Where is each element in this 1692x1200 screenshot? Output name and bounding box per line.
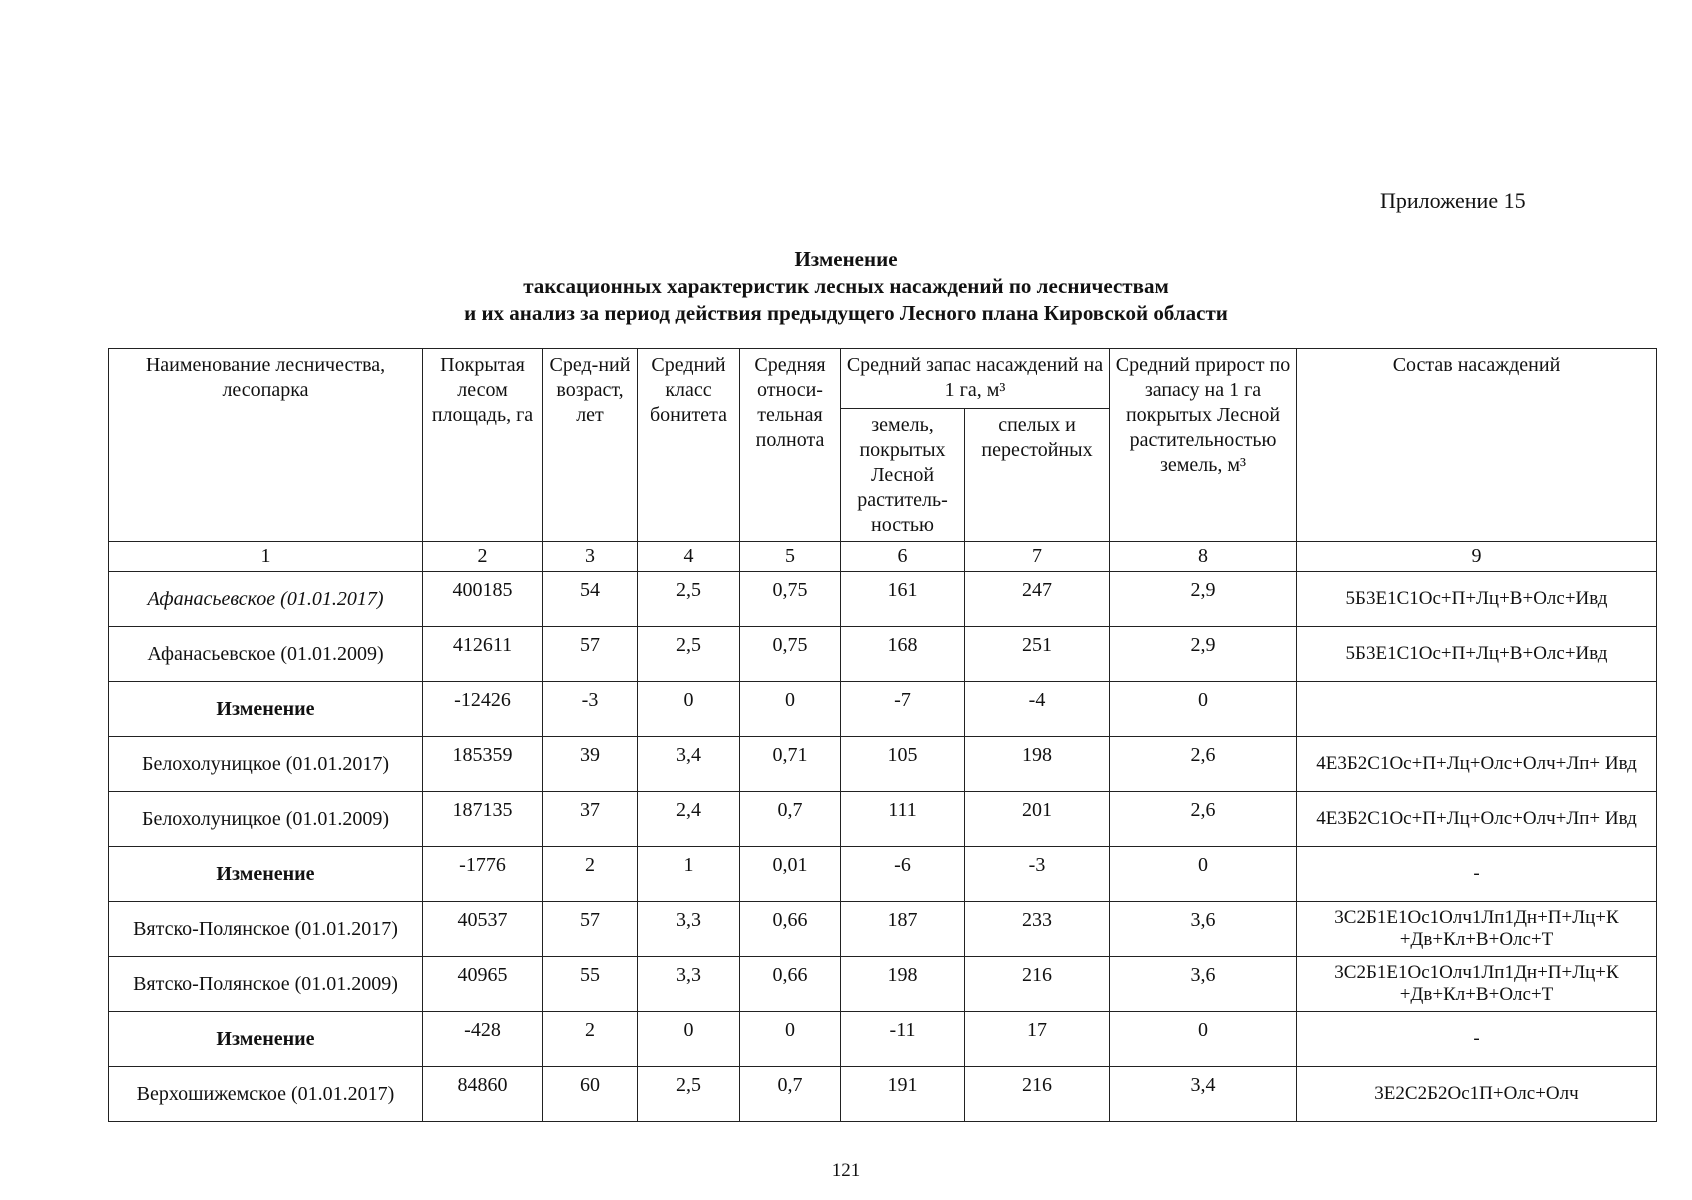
cell-growth: 2,9 [1110,572,1297,627]
document-title [0,246,1692,327]
column-number: 6 [841,542,965,572]
column-number: 1 [109,542,423,572]
column-number: 4 [638,542,740,572]
cell-age: 2 [543,847,638,902]
cell-density: 0,75 [740,572,841,627]
cell-composition: 3С2Б1Е1Ос1Олч1Лп1Дн+П+Лц+К +Дв+Кл+В+Олс+Т [1297,902,1657,957]
cell-age: 2 [543,1012,638,1067]
row-name: Вятско-Полянское (01.01.2017) [109,902,423,957]
cell-density: 0,7 [740,792,841,847]
title-line-1: Изменение [794,247,898,271]
cell-composition: 4Е3Б2С1Ос+П+Лц+Олс+Олч+Лп+ Ивд [1297,737,1657,792]
cell-composition: 5Б3Е1С1Ос+П+Лц+В+Олс+Ивд [1297,627,1657,682]
cell-stock-total: 187 [841,902,965,957]
row-name: Изменение [109,847,423,902]
cell-stock-total: 161 [841,572,965,627]
cell-bonitet: 2,5 [638,1067,740,1122]
cell-area: 185359 [423,737,543,792]
row-name: Изменение [109,682,423,737]
header-age: Сред-ний возраст, лет [543,349,638,542]
cell-density: 0,75 [740,627,841,682]
cell-bonitet: 0 [638,682,740,737]
forestry-table [108,348,1657,1122]
cell-stock-total: -7 [841,682,965,737]
cell-age: 55 [543,957,638,1012]
cell-bonitet: 3,3 [638,902,740,957]
cell-stock-total: 168 [841,627,965,682]
cell-age: 54 [543,572,638,627]
cell-composition: - [1297,847,1657,902]
cell-area: -1776 [423,847,543,902]
cell-composition [1297,682,1657,737]
cell-area: 84860 [423,1067,543,1122]
column-number: 7 [965,542,1110,572]
cell-bonitet: 2,5 [638,572,740,627]
header-stock-group: Средний запас насаждений на 1 га, м³ [841,349,1110,409]
cell-stock-mature: -4 [965,682,1110,737]
cell-growth: 3,6 [1110,957,1297,1012]
cell-bonitet: 3,4 [638,737,740,792]
cell-stock-mature: -3 [965,847,1110,902]
cell-composition: 3С2Б1Е1Ос1Олч1Лп1Дн+П+Лц+К +Дв+Кл+В+Олс+Т [1297,957,1657,1012]
row-name: Белохолуницкое (01.01.2017) [109,737,423,792]
cell-stock-mature: 251 [965,627,1110,682]
cell-composition: - [1297,1012,1657,1067]
row-name: Белохолуницкое (01.01.2009) [109,792,423,847]
cell-growth: 3,4 [1110,1067,1297,1122]
cell-age: 37 [543,792,638,847]
cell-area: 40965 [423,957,543,1012]
cell-growth: 2,9 [1110,627,1297,682]
cell-stock-mature: 216 [965,1067,1110,1122]
cell-age: 57 [543,627,638,682]
table-row [109,572,1657,627]
cell-age: -3 [543,682,638,737]
cell-composition: 3Е2С2Б2Ос1П+Олс+Олч [1297,1067,1657,1122]
cell-area: 40537 [423,902,543,957]
row-name: Вятско-Полянское (01.01.2009) [109,957,423,1012]
table-row [109,1012,1657,1067]
cell-density: 0,66 [740,957,841,1012]
cell-stock-mature: 198 [965,737,1110,792]
cell-stock-total: 191 [841,1067,965,1122]
row-name: Афанасьевское (01.01.2009) [109,627,423,682]
cell-age: 39 [543,737,638,792]
cell-density: 0,71 [740,737,841,792]
cell-area: 187135 [423,792,543,847]
cell-age: 60 [543,1067,638,1122]
title-line-2: таксационных характеристик лесных насаждений по лесничествам [523,274,1169,298]
cell-area: 412611 [423,627,543,682]
table-row [109,792,1657,847]
cell-stock-mature: 201 [965,792,1110,847]
column-number: 8 [1110,542,1297,572]
row-name: Изменение [109,1012,423,1067]
cell-age: 57 [543,902,638,957]
cell-area: -12426 [423,682,543,737]
cell-bonitet: 3,3 [638,957,740,1012]
header-row-1 [109,349,1657,409]
cell-stock-total: 198 [841,957,965,1012]
header-stock-total: земель, покрытых Лесной раститель-ностью [841,409,965,542]
cell-growth: 0 [1110,682,1297,737]
table-row [109,682,1657,737]
column-number: 3 [543,542,638,572]
cell-bonitet: 1 [638,847,740,902]
cell-composition: 4Е3Б2С1Ос+П+Лц+Олс+Олч+Лп+ Ивд [1297,792,1657,847]
cell-growth: 2,6 [1110,792,1297,847]
cell-area: -428 [423,1012,543,1067]
header-name: Наименование лесничества, лесопарка [109,349,423,542]
cell-growth: 0 [1110,847,1297,902]
header-density: Средняя относи-тельная полнота [740,349,841,542]
header-area: Покрытая лесом площадь, га [423,349,543,542]
cell-stock-mature: 233 [965,902,1110,957]
cell-growth: 3,6 [1110,902,1297,957]
column-number: 5 [740,542,841,572]
cell-growth: 0 [1110,1012,1297,1067]
cell-density: 0,66 [740,902,841,957]
cell-stock-total: -11 [841,1012,965,1067]
row-name: Верхошижемское (01.01.2017) [109,1067,423,1122]
table-row [109,1067,1657,1122]
row-name: Афанасьевское (01.01.2017) [109,572,423,627]
table-row [109,737,1657,792]
table-row [109,957,1657,1012]
table-row [109,902,1657,957]
column-numbers-row [109,542,1657,572]
header-composition: Состав насаждений [1297,349,1657,542]
column-number: 2 [423,542,543,572]
cell-growth: 2,6 [1110,737,1297,792]
cell-density: 0 [740,1012,841,1067]
table-row [109,627,1657,682]
cell-stock-total: 105 [841,737,965,792]
appendix-label: Приложение 15 [1380,188,1526,213]
header-growth: Средний прирост по запасу на 1 га покрытых Лесной растительностью земель, м³ [1110,349,1297,542]
cell-area: 400185 [423,572,543,627]
header-bonitet: Средний класс бонитета [638,349,740,542]
header-stock-mature: спелых и перестойных [965,409,1110,542]
cell-bonitet: 0 [638,1012,740,1067]
column-number: 9 [1297,542,1657,572]
cell-stock-total: -6 [841,847,965,902]
cell-stock-total: 111 [841,792,965,847]
table-row [109,847,1657,902]
cell-stock-mature: 216 [965,957,1110,1012]
cell-density: 0,7 [740,1067,841,1122]
cell-composition: 5Б3Е1С1Ос+П+Лц+В+Олс+Ивд [1297,572,1657,627]
title-line-3: и их анализ за период действия предыдущего Лесного плана Кировской области [464,301,1228,325]
cell-stock-mature: 17 [965,1012,1110,1067]
cell-density: 0,01 [740,847,841,902]
cell-stock-mature: 247 [965,572,1110,627]
cell-bonitet: 2,4 [638,792,740,847]
cell-density: 0 [740,682,841,737]
page-number: 121 [831,1160,861,1181]
cell-bonitet: 2,5 [638,627,740,682]
